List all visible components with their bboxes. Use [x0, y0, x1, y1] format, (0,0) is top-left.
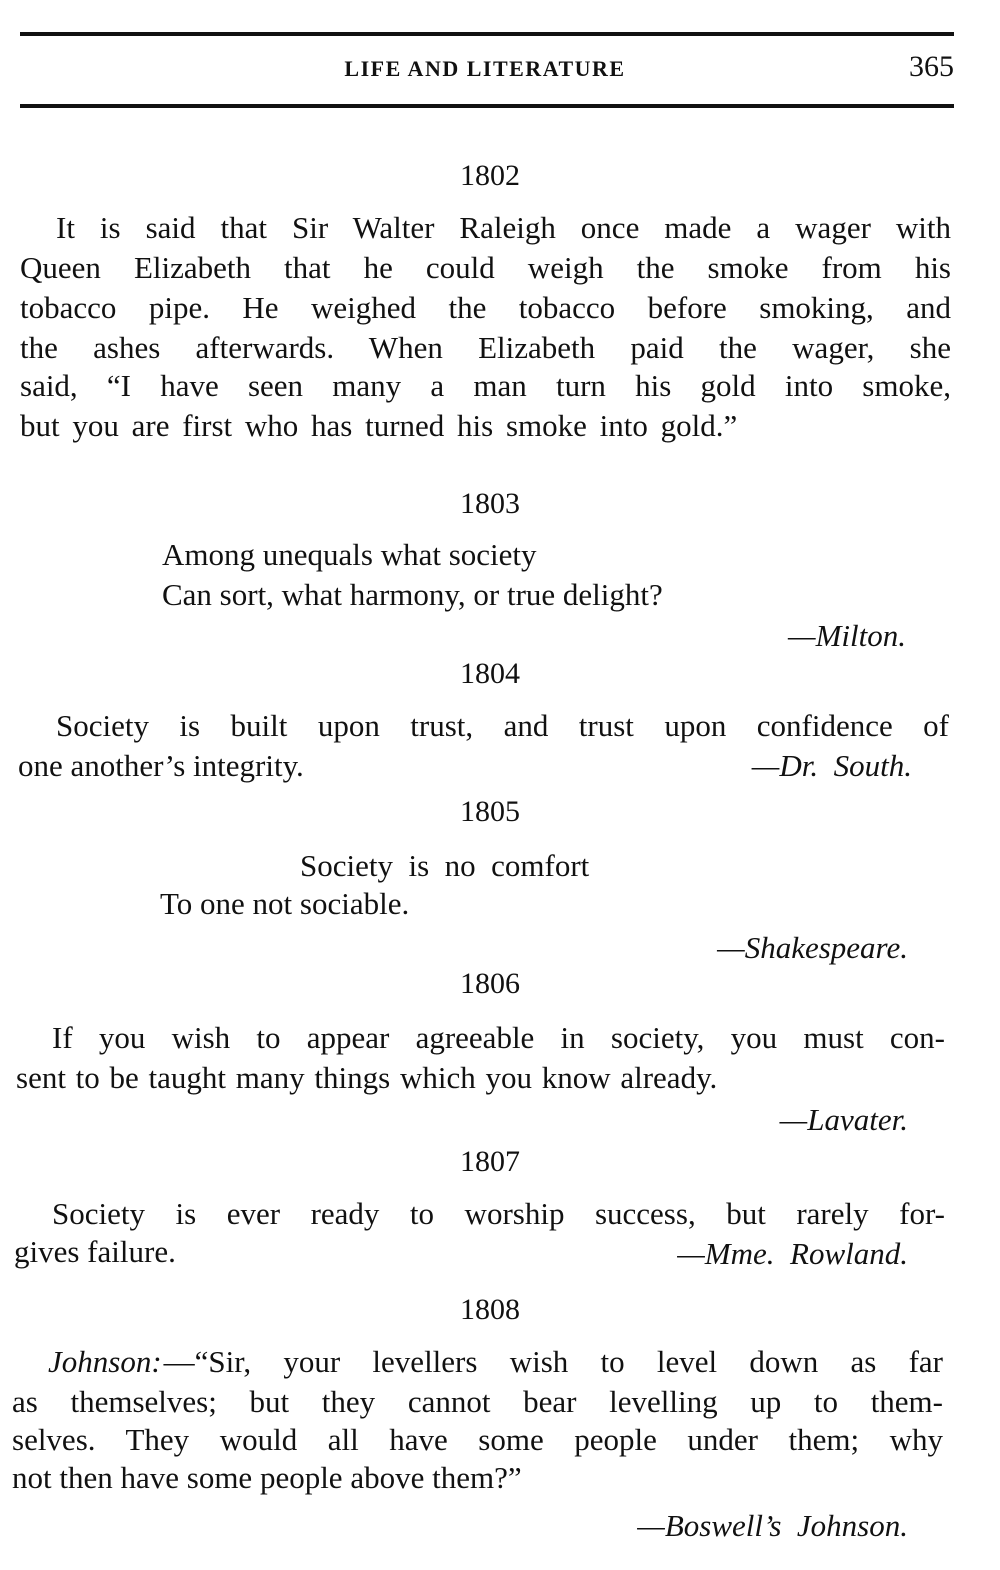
entry-line: Queen Elizabeth that he could weigh the smoke from his — [20, 250, 951, 285]
entry-line: selves. They would all have some people under them; why — [12, 1422, 943, 1457]
entry-line — [48, 1344, 943, 1380]
attribution: —Milton. — [788, 618, 906, 653]
page-number: 365 — [909, 50, 954, 83]
entry-line: gives failure. — [14, 1234, 176, 1269]
entry-line: the ashes afterwards. When Elizabeth paid the wager, she — [20, 330, 951, 365]
entry-line: but you are first who has turned his smoke into gold.” — [20, 408, 738, 443]
entry-line-text: —“Sir, your levellers wish to level down as far — [163, 1344, 943, 1379]
attribution: —Mme. Rowland. — [677, 1236, 908, 1271]
entry-line: Society is built upon trust, and trust upon confidence of — [56, 708, 949, 743]
entry-line: as themselves; but they cannot bear levelling up to them- — [12, 1384, 943, 1419]
header-rule-bottom — [20, 104, 954, 108]
attribution: —Boswell’s Johnson. — [637, 1508, 908, 1543]
entry-line: one another’s integrity. — [18, 748, 304, 783]
entry-number: 1808 — [460, 1293, 520, 1326]
entry-line: tobacco pipe. He weighed the tobacco before smoking, and — [20, 290, 951, 325]
entry-line: said, “I have seen many a man turn his gold into smoke, — [20, 368, 951, 403]
entry-line: Society is ever ready to worship success, but rarely for- — [52, 1196, 945, 1231]
entry-number: 1805 — [460, 795, 520, 828]
speaker-name: Johnson: — [48, 1344, 162, 1379]
running-title: LIFE AND LITERATURE — [344, 56, 626, 81]
entry-line: If you wish to appear agreeable in society, you must con- — [52, 1020, 945, 1055]
entry-line: It is said that Sir Walter Raleigh once made a wager with — [56, 210, 951, 245]
entry-number: 1806 — [460, 967, 520, 1000]
attribution: —Dr. South. — [751, 748, 912, 783]
entry-line: sent to be taught many things which you know already. — [16, 1060, 718, 1095]
attribution: —Shakespeare. — [717, 930, 908, 965]
verse-line: Society is no comfort — [300, 848, 590, 883]
header-rule-top — [20, 32, 954, 36]
entry-line: not then have some people above them?” — [12, 1460, 522, 1495]
verse-line: Can sort, what harmony, or true delight? — [162, 577, 663, 612]
attribution: —Lavater. — [779, 1102, 908, 1137]
entry-number: 1804 — [460, 657, 520, 690]
entry-number: 1803 — [460, 487, 520, 520]
verse-line: To one not sociable. — [160, 886, 410, 921]
entry-number: 1807 — [460, 1145, 520, 1178]
verse-line: Among unequals what society — [162, 537, 537, 572]
entry-number: 1802 — [460, 159, 520, 192]
